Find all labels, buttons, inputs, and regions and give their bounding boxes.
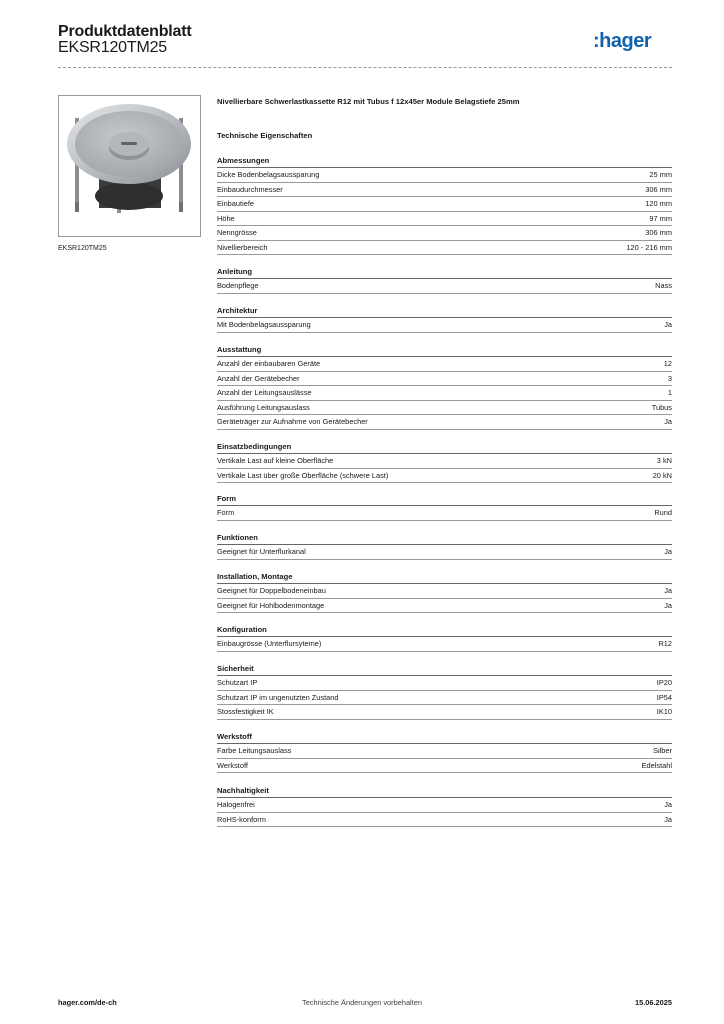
spec-row bbox=[217, 545, 672, 560]
spec-section bbox=[217, 663, 672, 720]
spec-label: Geeignet für Doppelbodeneinbau bbox=[217, 586, 326, 595]
section-title: Installation, Montage bbox=[217, 571, 672, 584]
header-title: Produktdatenblatt bbox=[58, 23, 192, 40]
spec-label: Dicke Bodenbelagsaussparung bbox=[217, 170, 320, 179]
spec-row bbox=[217, 212, 672, 227]
spec-value: 306 mm bbox=[645, 184, 672, 194]
spec-label: Halogenfrei bbox=[217, 800, 255, 809]
spec-label: Geräteträger zur Aufnahme von Gerätebecher bbox=[217, 417, 368, 426]
spec-value: 3 bbox=[667, 373, 672, 383]
section-title: Nachhaltigkeit bbox=[217, 785, 672, 798]
spec-label: Nivellierbereich bbox=[217, 242, 268, 252]
specs-heading: Technische Eigenschaften bbox=[217, 131, 313, 140]
section-title: Ausstattung bbox=[217, 344, 672, 357]
footer-notice: Technische Änderungen vorbehalten bbox=[302, 998, 422, 1007]
spec-value: IP54 bbox=[656, 692, 672, 702]
spec-row bbox=[217, 759, 672, 774]
spec-label: Schutzart IP bbox=[217, 678, 258, 687]
spec-label: Anzahl der einbaubaren Geräte bbox=[217, 359, 321, 368]
spec-value: 97 mm bbox=[649, 213, 672, 223]
section-title: Werkstoff bbox=[217, 731, 672, 744]
section-title: Abmessungen bbox=[217, 155, 672, 168]
spec-row bbox=[217, 454, 672, 469]
spec-value: 20 kN bbox=[652, 470, 672, 480]
spec-section bbox=[217, 441, 672, 483]
spec-value: Ja bbox=[664, 547, 672, 556]
section-title: Konfiguration bbox=[217, 624, 672, 637]
spec-label: Nenngrösse bbox=[217, 228, 257, 237]
spec-value: Ja bbox=[664, 600, 672, 610]
product-image bbox=[58, 95, 201, 237]
section-title: Architektur bbox=[217, 305, 672, 318]
spec-label: Mit Bodenbelagsaussparung bbox=[217, 320, 311, 329]
spec-label: Einbaudurchmesser bbox=[217, 184, 283, 194]
spec-row bbox=[217, 241, 672, 256]
spec-section bbox=[217, 305, 672, 333]
spec-row bbox=[217, 372, 672, 387]
spec-row bbox=[217, 226, 672, 241]
spec-label: Vertikale Last über große Oberfläche (schwere Last) bbox=[217, 470, 389, 480]
section-title: Funktionen bbox=[217, 532, 672, 545]
spec-label: Schutzart IP im ungenutzten Zustand bbox=[217, 692, 339, 702]
spec-section bbox=[217, 624, 672, 652]
spec-label: Ausführung Leitungsauslass bbox=[217, 402, 310, 412]
spec-value: 306 mm bbox=[645, 228, 672, 237]
spec-label: Anzahl der Leitungsauslässe bbox=[217, 388, 312, 397]
spec-row bbox=[217, 691, 672, 706]
spec-value: Silber bbox=[653, 746, 672, 755]
spec-label: Einbaugrösse (Unterflursyteme) bbox=[217, 639, 322, 648]
spec-label: Farbe Leitungsauslass bbox=[217, 746, 292, 755]
spec-row bbox=[217, 637, 672, 652]
spec-section bbox=[217, 493, 672, 521]
section-title: Einsatzbedingungen bbox=[217, 441, 672, 454]
spec-section bbox=[217, 266, 672, 294]
spec-section bbox=[217, 731, 672, 773]
footer-date: 15.06.2025 bbox=[635, 998, 672, 1007]
spec-value: Edelstahl bbox=[641, 760, 672, 770]
hager-logo: :hager bbox=[593, 30, 652, 52]
spec-row bbox=[217, 469, 672, 484]
footer-website: hager.com/de-ch bbox=[58, 998, 117, 1007]
spec-value: Ja bbox=[664, 814, 672, 824]
spec-row bbox=[217, 584, 672, 599]
spec-value: Ja bbox=[664, 586, 672, 595]
spec-label: Stossfestigkeit IK bbox=[217, 707, 274, 716]
section-title: Anleitung bbox=[217, 266, 672, 279]
spec-value: IP20 bbox=[656, 678, 672, 687]
spec-label: Bodenpflege bbox=[217, 281, 259, 290]
spec-label: Vertikale Last auf kleine Oberfläche bbox=[217, 456, 334, 465]
spec-value: Tubus bbox=[651, 402, 672, 412]
spec-label: Höhe bbox=[217, 213, 235, 223]
spec-row bbox=[217, 415, 672, 430]
spec-value: Ja bbox=[664, 800, 672, 809]
spec-row bbox=[217, 705, 672, 720]
spec-value: Ja bbox=[664, 417, 672, 426]
spec-row bbox=[217, 279, 672, 294]
product-title: Nivellierbare Schwerlastkassette R12 mit Tubus f 12x45er Module Belagstiefe 25mm bbox=[217, 97, 520, 106]
spec-label: Form bbox=[217, 508, 235, 517]
spec-row bbox=[217, 357, 672, 372]
spec-row bbox=[217, 813, 672, 828]
spec-value: IK10 bbox=[656, 707, 672, 716]
spec-label: Anzahl der Gerätebecher bbox=[217, 373, 300, 383]
spec-row bbox=[217, 676, 672, 691]
spec-value: 12 bbox=[663, 359, 672, 368]
spec-value: 25 mm bbox=[649, 170, 672, 179]
spec-label: RoHS-konform bbox=[217, 814, 266, 824]
spec-row bbox=[217, 168, 672, 183]
spec-section bbox=[217, 785, 672, 827]
spec-section bbox=[217, 532, 672, 560]
section-title: Sicherheit bbox=[217, 663, 672, 676]
spec-label: Geeignet für Unterflurkanal bbox=[217, 547, 306, 556]
spec-row bbox=[217, 798, 672, 813]
spec-section bbox=[217, 571, 672, 613]
spec-value: 1 bbox=[667, 388, 672, 397]
spec-section bbox=[217, 155, 672, 255]
spec-row bbox=[217, 401, 672, 416]
spec-label: Einbautiefe bbox=[217, 199, 254, 208]
spec-value: 3 kN bbox=[656, 456, 672, 465]
spec-value: Rund bbox=[654, 508, 672, 517]
spec-value: Nass bbox=[655, 281, 672, 290]
header-divider bbox=[58, 67, 672, 68]
spec-value: 120 - 216 mm bbox=[626, 242, 672, 252]
spec-row bbox=[217, 744, 672, 759]
spec-row bbox=[217, 599, 672, 614]
spec-row bbox=[217, 386, 672, 401]
spec-row bbox=[217, 318, 672, 333]
spec-value: 120 mm bbox=[645, 199, 672, 208]
spec-label: Geeignet für Hohlbodenmontage bbox=[217, 600, 325, 610]
spec-value: Ja bbox=[664, 320, 672, 329]
spec-row bbox=[217, 183, 672, 198]
article-number: EKSR120TM25 bbox=[58, 39, 167, 56]
spec-section bbox=[217, 344, 672, 430]
section-title: Form bbox=[217, 493, 672, 506]
image-caption: EKSR120TM25 bbox=[58, 245, 107, 252]
spec-label: Werkstoff bbox=[217, 760, 248, 770]
spec-value: R12 bbox=[658, 639, 672, 648]
spec-row bbox=[217, 197, 672, 212]
spec-row bbox=[217, 506, 672, 521]
